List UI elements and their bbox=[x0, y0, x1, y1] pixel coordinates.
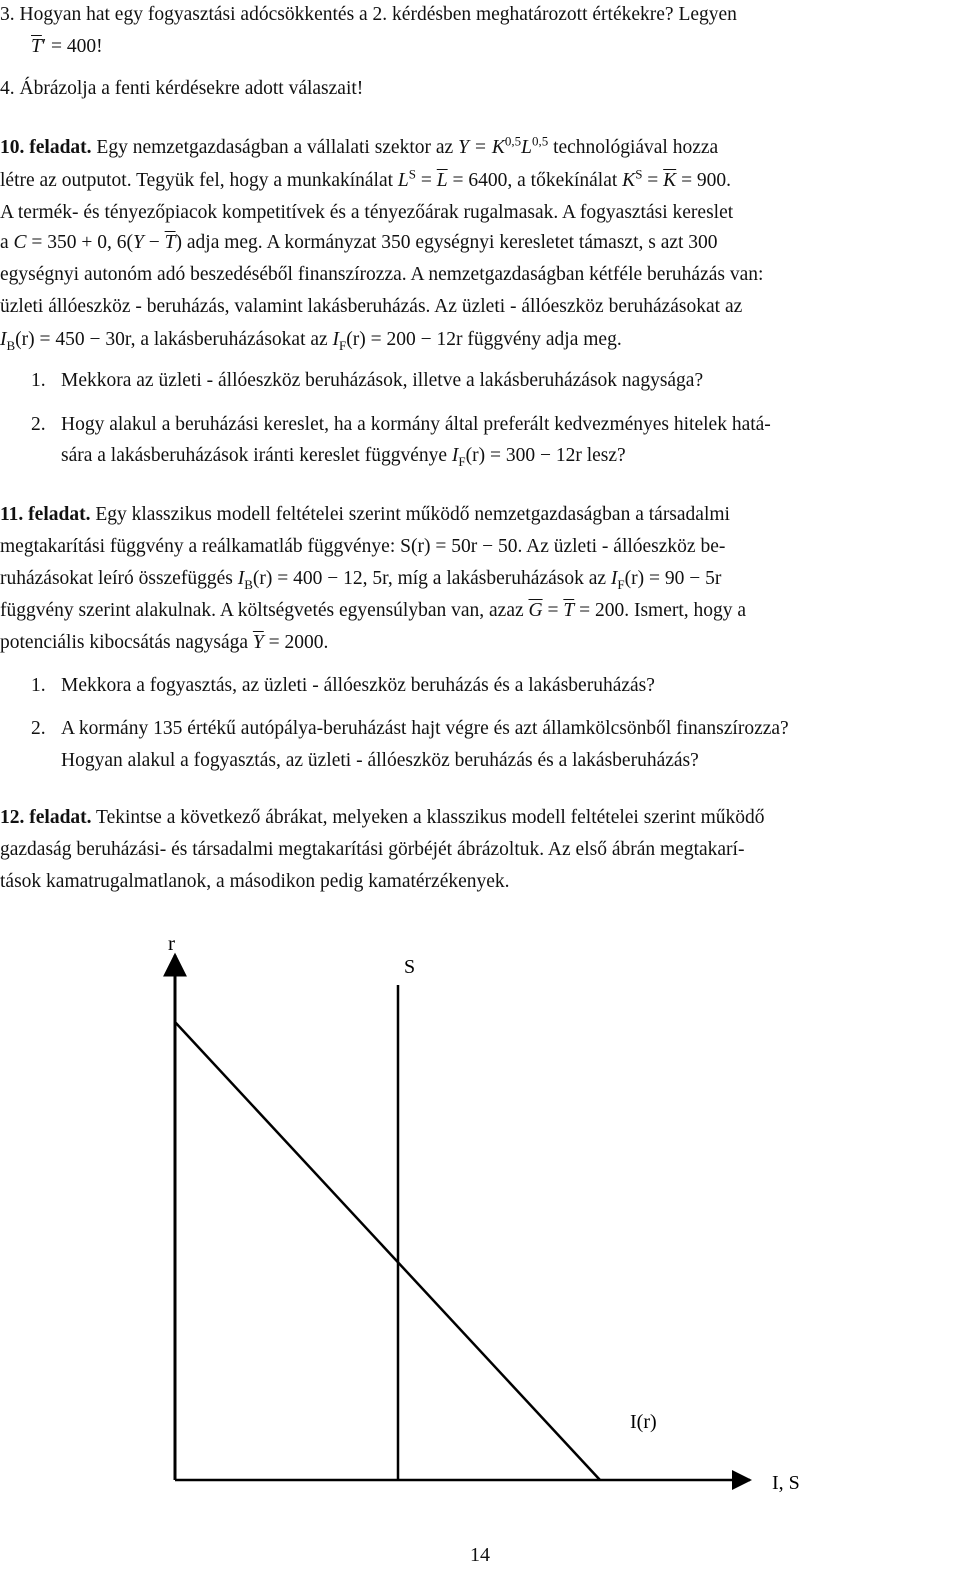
y-axis-label: r bbox=[168, 931, 175, 955]
text: (r) = 400 − 12, 5r, míg a lakásberuházások az bbox=[252, 568, 611, 589]
question-text: Hogy alakul a beruházási kereslet, ha a kormány által preferált kedvezményes hitelek hatá- bbox=[61, 414, 771, 435]
exercise-10-label: 10. feladat. bbox=[0, 137, 92, 158]
question-3-value: ′ = 400! bbox=[41, 36, 103, 57]
investment-series-label: I(r) bbox=[630, 1411, 657, 1433]
subscript: F bbox=[458, 453, 466, 469]
text: = 200. Ismert, hogy a bbox=[574, 600, 747, 621]
text: Egy nemzetgazdaságban a vállalati szektor az bbox=[96, 137, 459, 158]
exercise-10-line-5: egységnyi autonóm adó beszedéséből finanszírozza. A nemzetgazdaságban kétféle beruházás van: bbox=[0, 264, 764, 285]
math-bar: $\overline{G}$ bbox=[528, 600, 543, 621]
exercise-12-line-2: gazdaság beruházási- és társadalmi megtakarítási görbéjét ábrázoltuk. Az első ábrán megtakarí- bbox=[0, 839, 745, 860]
text: ruházásokat leíró összefüggés bbox=[0, 568, 238, 589]
text: Egy klasszikus modell feltételei szerint működő nemzetgazdaságban a társadalmi bbox=[90, 504, 730, 525]
math: K bbox=[622, 170, 636, 191]
text: sára a lakásberuházások iránti kereslet függvénye bbox=[61, 445, 452, 466]
exercise-12-label: 12. feladat. bbox=[0, 807, 92, 828]
text: = bbox=[416, 170, 437, 191]
text: − bbox=[143, 232, 165, 253]
question-number: 1. bbox=[31, 370, 46, 391]
math-bar: $\overline{T}$ bbox=[563, 600, 575, 621]
exponent: 0,5 bbox=[504, 133, 522, 149]
math: I bbox=[237, 568, 245, 589]
investment-line bbox=[175, 1022, 600, 1480]
math: I bbox=[451, 445, 459, 466]
text: függvény szerint alakulnak. A költségvetés egyensúlyban van, azaz bbox=[0, 600, 529, 621]
question-4-text: Ábrázolja a fenti kérdésekre adott válaszait! bbox=[19, 78, 364, 99]
math: L bbox=[397, 170, 409, 191]
exercise-11-label: 11. feladat. bbox=[0, 504, 91, 525]
math: Y = K bbox=[458, 137, 505, 158]
text: (r) = 200 − 12r függvény adja meg. bbox=[346, 329, 622, 350]
math-bar: $\overline{K}$ bbox=[663, 170, 677, 191]
subscript: F bbox=[339, 337, 347, 353]
text: potenciális kibocsátás nagysága bbox=[0, 632, 253, 653]
math: L bbox=[521, 137, 532, 158]
text: Tekintse a következő ábrákat, melyeken a klasszikus modell feltételei szerint működő bbox=[91, 807, 765, 828]
exercise-12-line-3: tások kamatrugalmatlanok, a másodikon pedig kamatérzékenyek. bbox=[0, 871, 510, 892]
question-text: A kormány 135 értékű autópálya-beruházást hajt végre és azt államkölcsönből finanszírozza? bbox=[61, 718, 789, 739]
text: létre az outputot. Tegyük fel, hogy a munkakínálat bbox=[0, 170, 398, 191]
exponent: 0,5 bbox=[531, 133, 549, 149]
question-number: 2. bbox=[31, 414, 46, 435]
text: ) adja meg. A kormányzat 350 egységnyi keresletet támaszt, s azt 300 bbox=[175, 232, 718, 253]
math: C bbox=[13, 232, 27, 253]
exercise-10-line-6: üzleti állóeszköz - beruházás, valamint lakásberuházás. Az üzleti - állóeszköz beruházásokat az bbox=[0, 296, 743, 317]
superscript: S bbox=[408, 166, 417, 182]
question-text: Mekkora a fogyasztás, az üzleti - állóeszköz beruházás és a lakásberuházás? bbox=[61, 675, 655, 696]
question-4-number: 4. bbox=[0, 78, 15, 99]
text: = 6400, a tőkekínálat bbox=[447, 170, 623, 191]
exercise-11-question-2-line-2: Hogyan alakul a fogyasztás, az üzleti - állóeszköz beruházás és a lakásberuházás? bbox=[61, 750, 699, 771]
subscript: B bbox=[6, 337, 16, 353]
text: a bbox=[0, 232, 14, 253]
math-T-bar: $\overline{T}$ bbox=[31, 36, 42, 57]
x-axis-label: I, S bbox=[772, 1472, 800, 1494]
text: technológiával hozza bbox=[548, 137, 719, 158]
question-3-text: Hogyan hat egy fogyasztási adócsökkentés a 2. kérdésben meghatározott értékekre? Legyen bbox=[19, 4, 737, 25]
math: I bbox=[610, 568, 618, 589]
math: I bbox=[332, 329, 340, 350]
math-bar: $\overline{L}$ bbox=[436, 170, 448, 191]
question-number: 2. bbox=[31, 718, 46, 739]
exercise-11-line-2: megtakarítási függvény a reálkamatláb függvénye: S(r) = 50r − 50. Az üzleti - állóeszköz be- bbox=[0, 536, 726, 557]
text: = bbox=[642, 170, 664, 191]
savings-series-label: S bbox=[404, 956, 416, 978]
math-bar: $\overline{T}$ bbox=[164, 232, 176, 253]
math: I bbox=[0, 329, 7, 350]
text: (r) = 90 − 5r bbox=[624, 568, 722, 589]
exercise-10-line-3: A termék- és tényezőpiacok kompetitívek és a tényezőárak rugalmasak. A fogyasztási kereslet bbox=[0, 202, 734, 223]
superscript: S bbox=[635, 166, 643, 182]
text: = bbox=[542, 600, 564, 621]
page-number: 14 bbox=[470, 1544, 490, 1566]
text: = 900. bbox=[676, 170, 732, 191]
subscript: B bbox=[244, 576, 253, 592]
math: Y bbox=[133, 232, 144, 253]
question-3-number: 3. bbox=[0, 4, 15, 25]
math-bar: $\overline{Y}$ bbox=[252, 632, 264, 653]
subscript: F bbox=[617, 576, 625, 592]
text: = 350 + 0, 6( bbox=[26, 232, 134, 253]
text: (r) = 450 − 30r, a lakásberuházásokat az bbox=[15, 329, 333, 350]
question-number: 1. bbox=[31, 675, 46, 696]
text: (r) = 300 − 12r lesz? bbox=[465, 445, 626, 466]
question-text: Mekkora az üzleti - állóeszköz beruházások, illetve a lakásberuházások nagysága? bbox=[61, 370, 704, 391]
text: = 2000. bbox=[263, 632, 329, 653]
